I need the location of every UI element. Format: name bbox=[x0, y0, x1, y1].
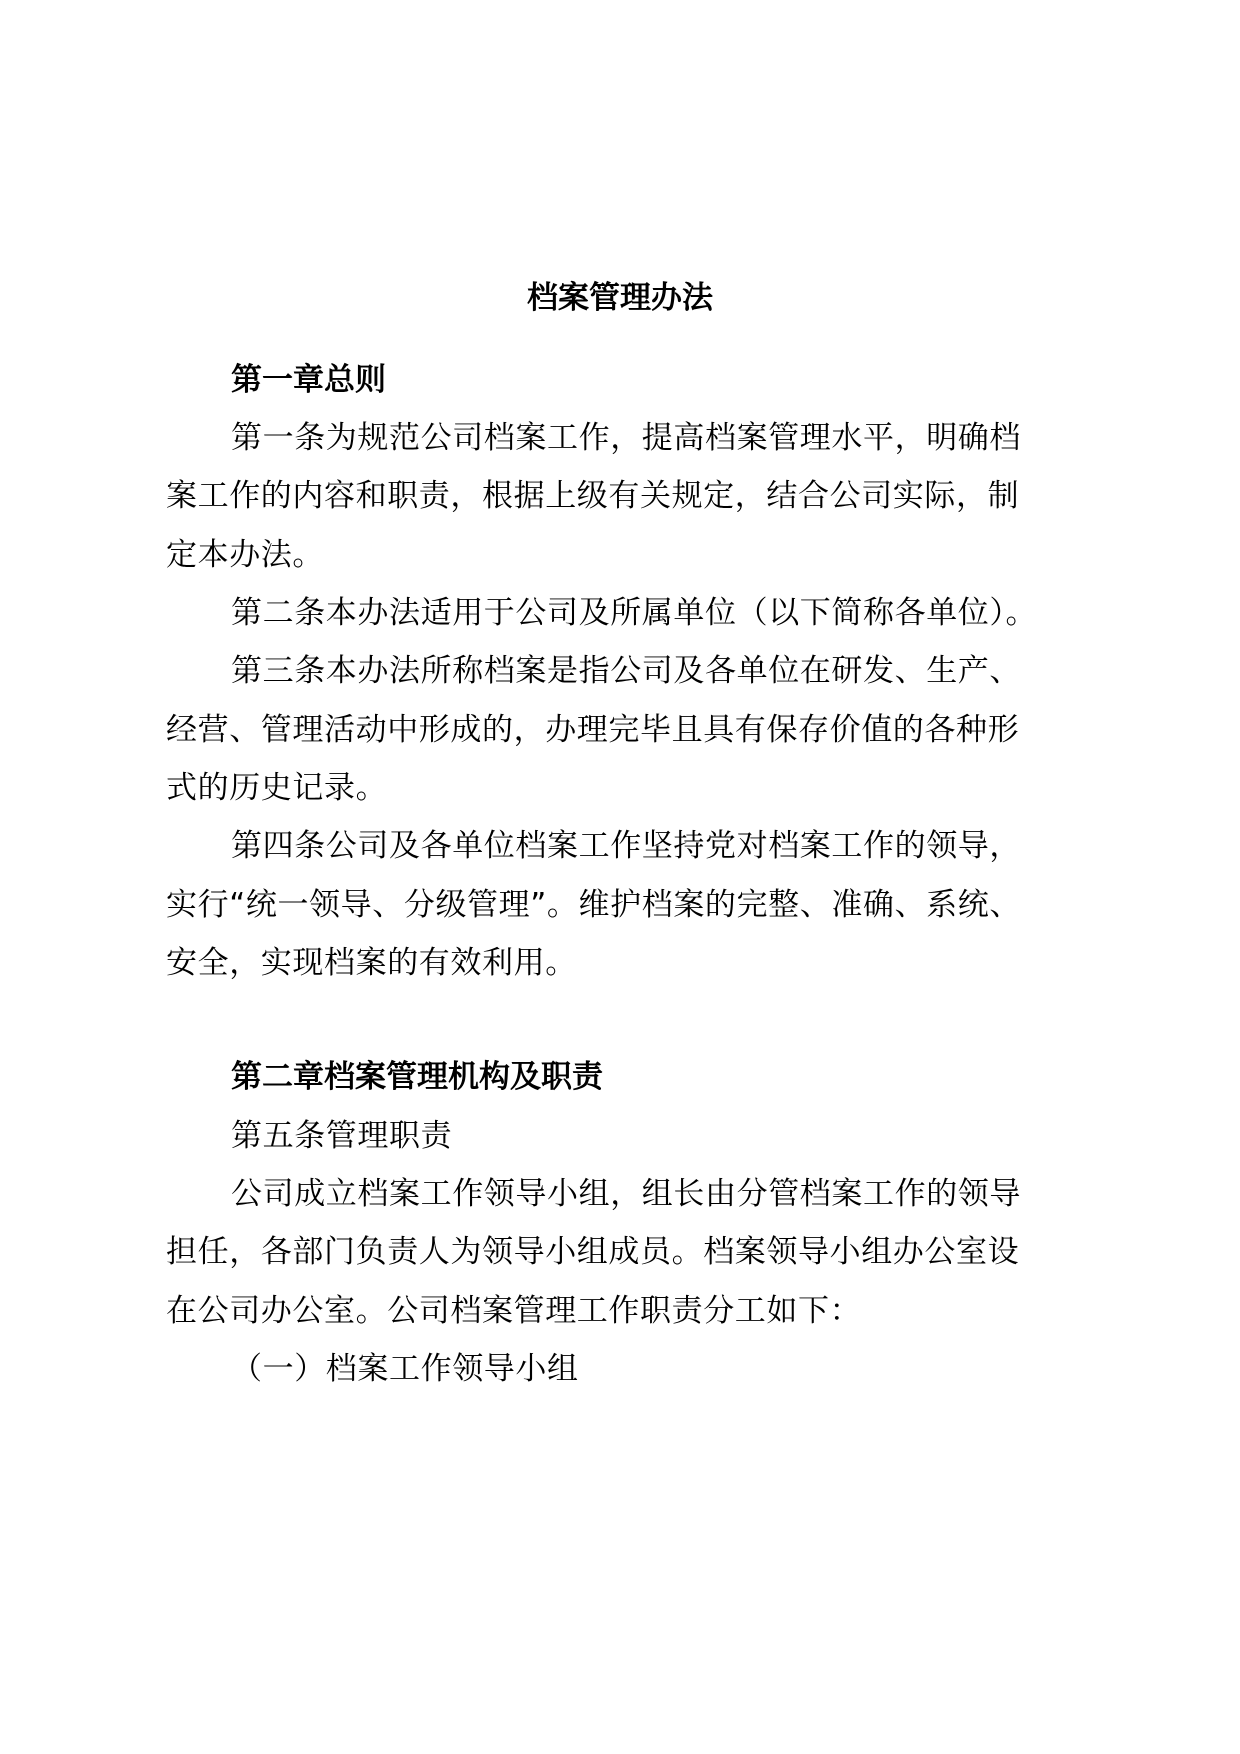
article-1-line-3: 定本办法。 bbox=[166, 537, 324, 573]
article-4-line-2: 实行“统一领导、分级管理”。维护档案的完整、准确、系统、 bbox=[166, 887, 1021, 923]
chapter-2-heading: 第二章档案管理机构及职责 bbox=[231, 1059, 603, 1095]
article-1-line-2: 案工作的内容和职责，根据上级有关规定，结合公司实际，制 bbox=[166, 478, 1020, 514]
chapter-1-heading: 第一章总则 bbox=[231, 362, 386, 398]
document-title: 档案管理办法 bbox=[527, 280, 713, 316]
article-1-line-1: 第一条为规范公司档案工作，提高档案管理水平，明确档 bbox=[231, 420, 1021, 456]
article-5-title: 第五条管理职责 bbox=[231, 1118, 453, 1154]
article-3-line-2: 经营、管理活动中形成的，办理完毕且具有保存价值的各种形 bbox=[166, 712, 1020, 748]
article-5-line-2: 担任，各部门负责人为领导小组成员。档案领导小组办公室设 bbox=[166, 1234, 1020, 1270]
article-4-line-3: 安全，实现档案的有效利用。 bbox=[166, 945, 577, 981]
article-2-line-1: 第二条本办法适用于公司及所属单位（以下简称各单位）。 bbox=[231, 595, 1038, 631]
article-3-line-1: 第三条本办法所称档案是指公司及各单位在研发、生产、 bbox=[231, 653, 1021, 689]
article-5-line-1: 公司成立档案工作领导小组，组长由分管档案工作的领导 bbox=[231, 1176, 1021, 1212]
article-5-item-1: （一）档案工作领导小组 bbox=[231, 1351, 579, 1387]
article-5-line-3: 在公司办公室。公司档案管理工作职责分工如下： bbox=[166, 1293, 862, 1329]
article-4-line-1: 第四条公司及各单位档案工作坚持党对档案工作的领导， bbox=[231, 828, 1021, 864]
article-3-line-3: 式的历史记录。 bbox=[166, 770, 388, 806]
